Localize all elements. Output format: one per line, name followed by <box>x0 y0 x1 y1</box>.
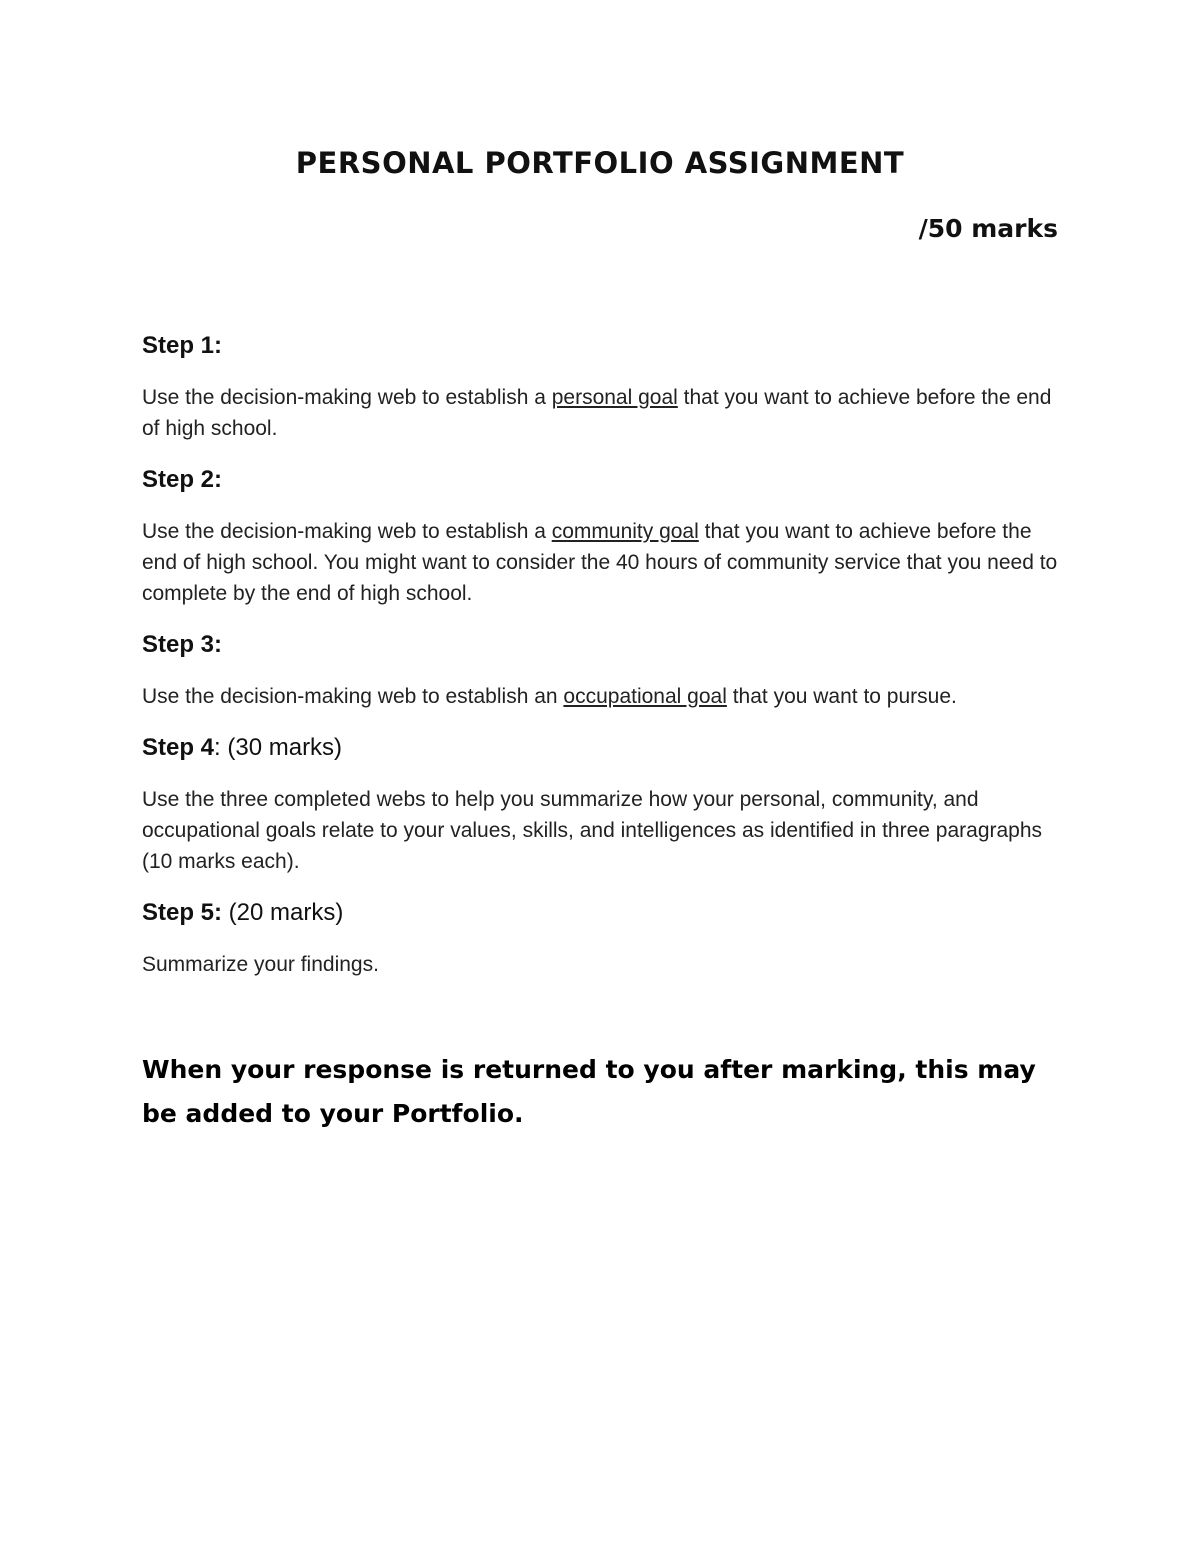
step-instructions <box>142 784 1062 877</box>
step-heading <box>142 464 1062 496</box>
instruction-text: that you want to pursue. <box>726 685 957 708</box>
step-instructions <box>142 382 1062 444</box>
step-label: Step 3: <box>142 631 223 658</box>
underlined-goal: personal goal <box>551 386 678 409</box>
document-title: PERSONAL PORTFOLIO ASSIGNMENT <box>295 146 905 180</box>
step-label: Step 1: <box>142 332 223 359</box>
step-label: Step 2: <box>142 466 223 493</box>
step-label: Step 4 <box>142 734 215 761</box>
underlined-goal: community goal <box>551 520 699 543</box>
step-instructions <box>142 949 1062 980</box>
total-marks: /50 marks <box>918 214 1058 243</box>
instruction-text: that you want to achieve before the end of high school. You might want to consider the 40 hours of community service that you need to complete by the end of high school. <box>142 520 1058 605</box>
step-2 <box>142 464 1062 609</box>
step-instructions <box>142 516 1062 609</box>
step-heading <box>142 897 1062 929</box>
step-3 <box>142 629 1062 712</box>
instruction-text: Use the decision-making web to establish a <box>142 386 552 409</box>
instruction-text: Use the decision-making web to establish a <box>142 520 552 543</box>
step-4 <box>142 732 1062 877</box>
step-heading <box>142 330 1062 362</box>
step-1 <box>142 330 1062 444</box>
step-marks: : (30 marks) <box>214 734 343 761</box>
instruction-text: Use the decision-making web to establish an <box>142 685 564 708</box>
underlined-goal: occupational goal <box>563 685 727 708</box>
closing-note: When your response is returned to you after marking, this may be added to your Portfolio. <box>142 1055 1036 1128</box>
step-label: Step 5: <box>142 899 223 926</box>
step-5 <box>142 897 1062 980</box>
steps-section <box>142 330 1062 1136</box>
instruction-text: that you want to achieve before the end of high school. <box>142 386 1052 440</box>
step-heading <box>142 629 1062 661</box>
instruction-text: Summarize your findings. <box>142 953 379 976</box>
step-heading <box>142 732 1062 764</box>
step-marks: (20 marks) <box>222 899 344 926</box>
step-instructions <box>142 681 1062 712</box>
instruction-text: Use the three completed webs to help you summarize how your personal, community, and occupational goals relate to your values, skills, and intelligences as identified in three paragraphs (10 marks each). <box>142 788 1043 873</box>
